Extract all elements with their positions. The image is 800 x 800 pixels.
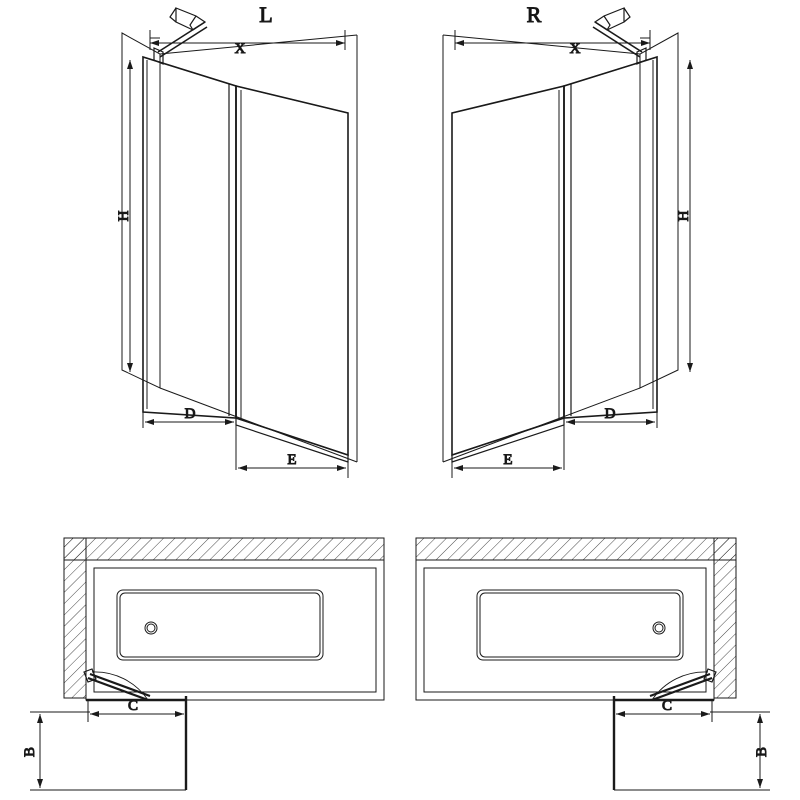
label-c-right: C xyxy=(661,698,673,714)
label-d-left: D xyxy=(184,406,196,422)
plan-view-right xyxy=(416,538,770,790)
label-x-right: X xyxy=(569,41,581,57)
front-view-left xyxy=(116,2,357,478)
label-h-right: H xyxy=(676,210,692,222)
title-variant-right: R xyxy=(526,2,542,27)
label-e-right: E xyxy=(503,452,513,468)
title-variant-left: L xyxy=(259,2,273,27)
label-c-left: C xyxy=(127,698,139,714)
label-e-left: E xyxy=(287,452,297,468)
label-x-left: X xyxy=(234,41,246,57)
label-b-left: B xyxy=(22,746,38,758)
label-b-right: B xyxy=(754,746,770,758)
front-view-right xyxy=(443,2,692,478)
label-h-left: H xyxy=(116,210,132,222)
label-d-right: D xyxy=(604,406,616,422)
plan-view-left xyxy=(22,538,384,790)
